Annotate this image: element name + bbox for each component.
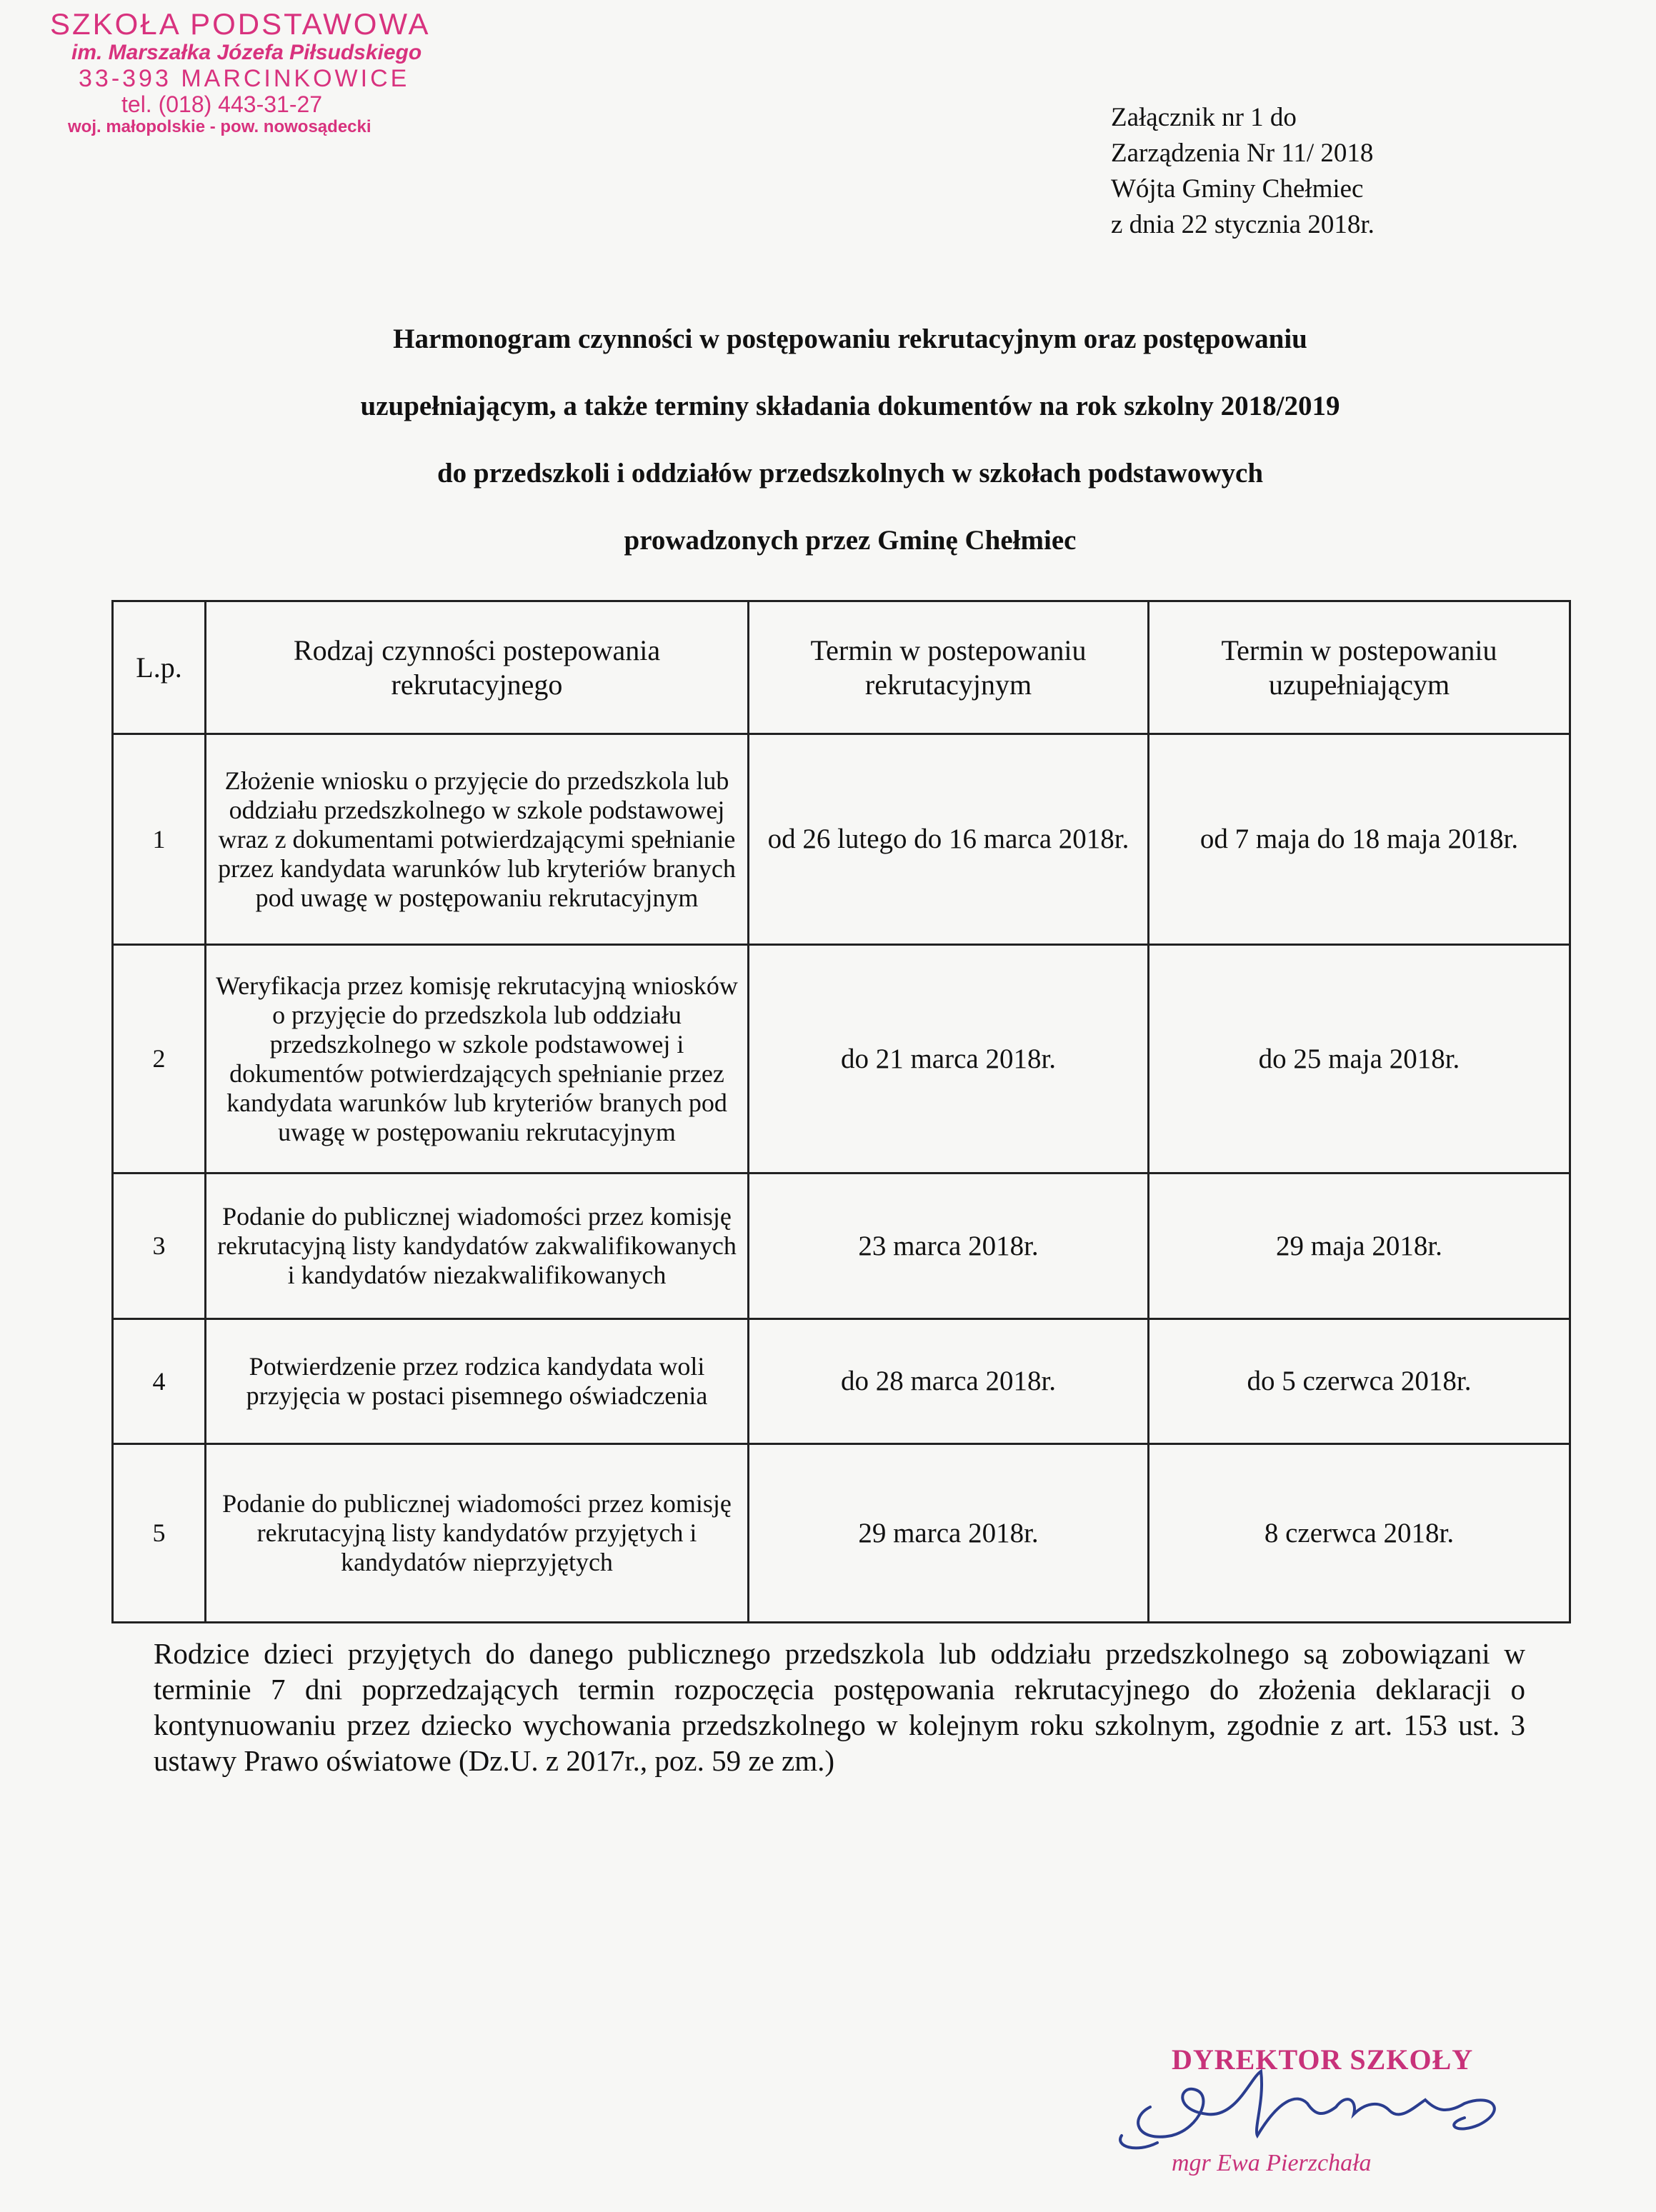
- cell-term-supplementary: od 7 maja do 18 maja 2018r.: [1149, 734, 1570, 945]
- cell-lp: 5: [113, 1444, 206, 1623]
- cell-term-recruitment: 29 marca 2018r.: [749, 1444, 1149, 1623]
- header-term-recruitment: Termin w postepowaniu rekrutacyjnym: [749, 601, 1149, 734]
- cell-lp: 1: [113, 734, 206, 945]
- cell-activity: Złożenie wniosku o przyjęcie do przedszkola lub oddziału przedszkolnego w szkole podstawowej wraz z dokumentami potwierdzającymi spełnianie przez kandydata warunków lub kryteriów branych pod uwagę w postępowaniu rekrutacyjnym: [206, 734, 749, 945]
- school-stamp: [50, 7, 493, 136]
- annex-reference: [1111, 100, 1375, 243]
- title-line: Harmonogram czynności w postępowaniu rekrutacyjnym oraz postępowaniu: [393, 324, 1307, 354]
- cell-term-supplementary: do 5 czerwca 2018r.: [1149, 1319, 1570, 1444]
- cell-activity: Weryfikacja przez komisję rekrutacyjną wniosków o przyjęcie do przedszkola lub oddziału przedszkolnego w szkole podstawowej i dokumentów potwierdzających spełnianie przez kandydata warunków lub kryteriów branych pod uwagę w postępowaniu rekrutacyjnym: [206, 945, 749, 1173]
- annex-line: Załącznik nr 1 do: [1111, 103, 1297, 132]
- header-lp: L.p.: [113, 601, 206, 734]
- annex-line: z dnia 22 stycznia 2018r.: [1111, 210, 1375, 239]
- cell-lp: 3: [113, 1173, 206, 1319]
- stamp-line-region: woj. małopolskie - pow. nowosądecki: [68, 116, 371, 136]
- title-line: prowadzonych przez Gminę Chełmiec: [624, 525, 1077, 556]
- header-activity: Rodzaj czynności postepowania rekrutacyjnego: [206, 601, 749, 734]
- cell-term-recruitment: do 28 marca 2018r.: [749, 1319, 1149, 1444]
- director-name: mgr Ewa Pierzchała: [1172, 2150, 1372, 2176]
- director-title: DYREKTOR SZKOŁY: [1172, 2043, 1474, 2076]
- title-line: uzupełniającym, a także terminy składania dokumentów na rok szkolny 2018/2019: [360, 391, 1340, 421]
- schedule-table: [111, 600, 1571, 1623]
- director-signature-block: [1107, 2043, 1607, 2200]
- stamp-line-address: 33-393 MARCINKOWICE: [79, 64, 410, 92]
- cell-lp: 2: [113, 945, 206, 1173]
- annex-line: Zarządzenia Nr 11/ 2018: [1111, 139, 1374, 168]
- stamp-line-patron: im. Marszałka Józefa Piłsudskiego: [71, 41, 422, 65]
- stamp-line-phone: tel. (018) 443-31-27: [121, 91, 323, 117]
- cell-term-supplementary: 29 maja 2018r.: [1149, 1173, 1570, 1319]
- handwritten-signature: [1107, 2050, 1536, 2157]
- cell-term-recruitment: 23 marca 2018r.: [749, 1173, 1149, 1319]
- parents-note: Rodzice dzieci przyjętych do danego publicznego przedszkola lub oddziału przedszkolnego są zobowiązani w terminie 7 dni poprzedzających termin rozpoczęcia postępowania rekrutacyjnego do złożenia deklaracji o kontynuowaniu przez dziecko wychowania przedszkolnego w kolejnym roku szkolnym, zgodnie z art. 153 ust. 3 ustawy Prawo oświatowe (Dz.U. z 2017r., poz. 59 ze zm.): [154, 1637, 1525, 1777]
- table-row: [113, 1444, 1570, 1623]
- cell-activity: Potwierdzenie przez rodzica kandydata woli przyjęcia w postaci pisemnego oświadczenia: [206, 1319, 749, 1444]
- annex-line: Wójta Gminy Chełmiec: [1111, 174, 1364, 204]
- cell-term-supplementary: 8 czerwca 2018r.: [1149, 1444, 1570, 1623]
- stamp-line-school: SZKOŁA PODSTAWOWA: [50, 7, 431, 41]
- cell-activity: Podanie do publicznej wiadomości przez komisję rekrutacyjną listy kandydatów zakwalifikowanych i kandydatów niezakwalifikowanych: [206, 1173, 749, 1319]
- cell-activity: Podanie do publicznej wiadomości przez komisję rekrutacyjną listy kandydatów przyjętych i kandydatów nieprzyjętych: [206, 1444, 749, 1623]
- cell-lp: 4: [113, 1319, 206, 1444]
- document-title: [114, 306, 1586, 574]
- header-term-supplementary: Termin w postepowaniu uzupełniającym: [1149, 601, 1570, 734]
- table-header-row: [113, 601, 1570, 734]
- cell-term-supplementary: do 25 maja 2018r.: [1149, 945, 1570, 1173]
- cell-term-recruitment: do 21 marca 2018r.: [749, 945, 1149, 1173]
- table-row: [113, 945, 1570, 1173]
- table-row: [113, 1319, 1570, 1444]
- table-row: [113, 1173, 1570, 1319]
- cell-term-recruitment: od 26 lutego do 16 marca 2018r.: [749, 734, 1149, 945]
- table-row: [113, 734, 1570, 945]
- title-line: do przedszkoli i oddziałów przedszkolnych w szkołach podstawowych: [437, 458, 1264, 489]
